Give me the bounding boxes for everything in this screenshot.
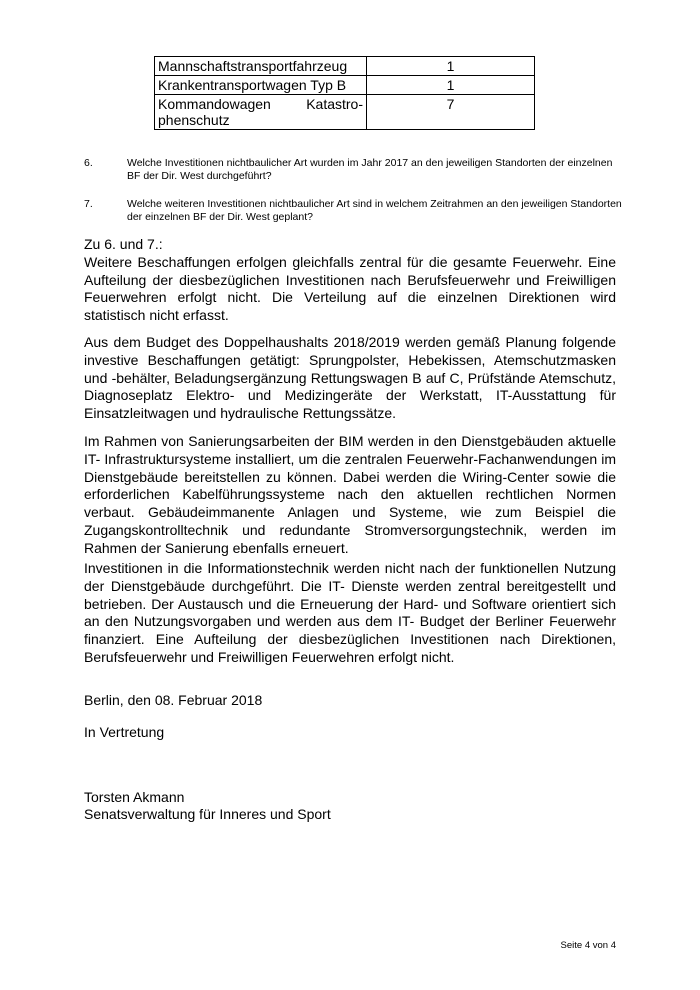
vehicle-count: 7 bbox=[367, 95, 535, 130]
table-row bbox=[155, 95, 535, 130]
vehicle-count: 1 bbox=[367, 76, 535, 95]
signatory-office: Senatsverwaltung für Inneres und Sport bbox=[84, 806, 331, 822]
vehicle-name: Mannschaftstransportfahrzeug bbox=[155, 57, 367, 76]
answer-block bbox=[84, 560, 616, 667]
question-text: Welche weiteren Investitionen nichtbaulicher Art sind in welchem Zeitrahmen an den jeweiligen Standorten der einzelnen BF der Dir. West geplant? bbox=[127, 198, 622, 223]
answer-paragraph: Aus dem Budget des Doppelhaushalts 2018/2019 werden gemäß Planung folgende investive Beschaffungen getätigt: Sprungpolster, Hebekissen, Atemschutzmasken und -behälter, Beladungsergänzung Rettungswagen B auf C, Prüfstände Atemschutz, Diagnoseplatz Elektro- und Medizingeräte der Werkstatt, IT-Ausstattung für Einsatzleitwagen und hydraulische Rettungssätze. bbox=[84, 334, 616, 422]
question-number: 6. bbox=[84, 157, 93, 169]
answer-block bbox=[84, 334, 616, 423]
representation-note: In Vertretung bbox=[84, 724, 165, 740]
place-date: Berlin, den 08. Februar 2018 bbox=[84, 692, 263, 708]
vehicle-table bbox=[154, 56, 535, 130]
table-row bbox=[155, 57, 535, 76]
question-text: Welche Investitionen nichtbaulicher Art wurden im Jahr 2017 an den jeweiligen Standorten der einzelnen BF der Dir. West durchgeführt? bbox=[127, 157, 613, 182]
question-number: 7. bbox=[84, 198, 93, 210]
answer-paragraph: Weitere Beschaffungen erfolgen gleichfalls zentral für die gesamte Feuerwehr. Eine Aufteilung der diesbezüglichen Investitionen nach Berufsfeuerwehr und Freiwilligen Feuerwehren erfolgt nicht. Die Verteilung auf die einzelnen Direktionen wird statistisch nicht erfasst. bbox=[84, 253, 616, 324]
answer-heading: Zu 6. und 7.: bbox=[84, 236, 163, 252]
answer-block bbox=[84, 236, 616, 325]
answer-paragraph: Im Rahmen von Sanierungsarbeiten der BIM werden in den Dienstgebäuden aktuelle IT- Infrastruktursysteme installiert, um die zentralen Feuerwehr-Fachanwendungen im Dienstgebäude bereitstellen zu können. Dabei werden die Wiring-Center sowie die erforderlichen Kabelführungssysteme nach den aktuellen rechtlichen Normen verbaut. Gebäudeimmanente Anlagen und Systeme, wie zum Beispiel die Zugangskontrolltechnik und redundante Stromversorgungstechnik, werden im Rahmen der Sanierung ebenfalls erneuert. bbox=[84, 433, 616, 556]
table-row bbox=[155, 76, 535, 95]
page-number: Seite 4 von 4 bbox=[560, 940, 616, 951]
vehicle-count: 1 bbox=[367, 57, 535, 76]
vehicle-name: Krankentransportwagen Typ B bbox=[155, 76, 367, 95]
answer-block bbox=[84, 433, 616, 558]
signatory-name: Torsten Akmann bbox=[84, 789, 185, 805]
answer-paragraph: Investitionen in die Informationstechnik werden nicht nach der funktionellen Nutzung der Dienstgebäude durchgeführt. Die IT- Dienste werden zentral bereitgestellt und betrieben. Der Austausch und die Erneuerung der Hard- und Software orientiert sich an den Nutzungsvorgaben und werden aus dem IT- Budget der Berliner Feuerwehr finanziert. Eine Aufteilung der diesbezüglichen Investitionen nach Direktionen, Berufsfeuerwehr und Freiwilligen Feuerwehren erfolgt nicht. bbox=[84, 560, 616, 665]
vehicle-name: Kommandowagen Katastro-phenschutz bbox=[155, 95, 367, 130]
